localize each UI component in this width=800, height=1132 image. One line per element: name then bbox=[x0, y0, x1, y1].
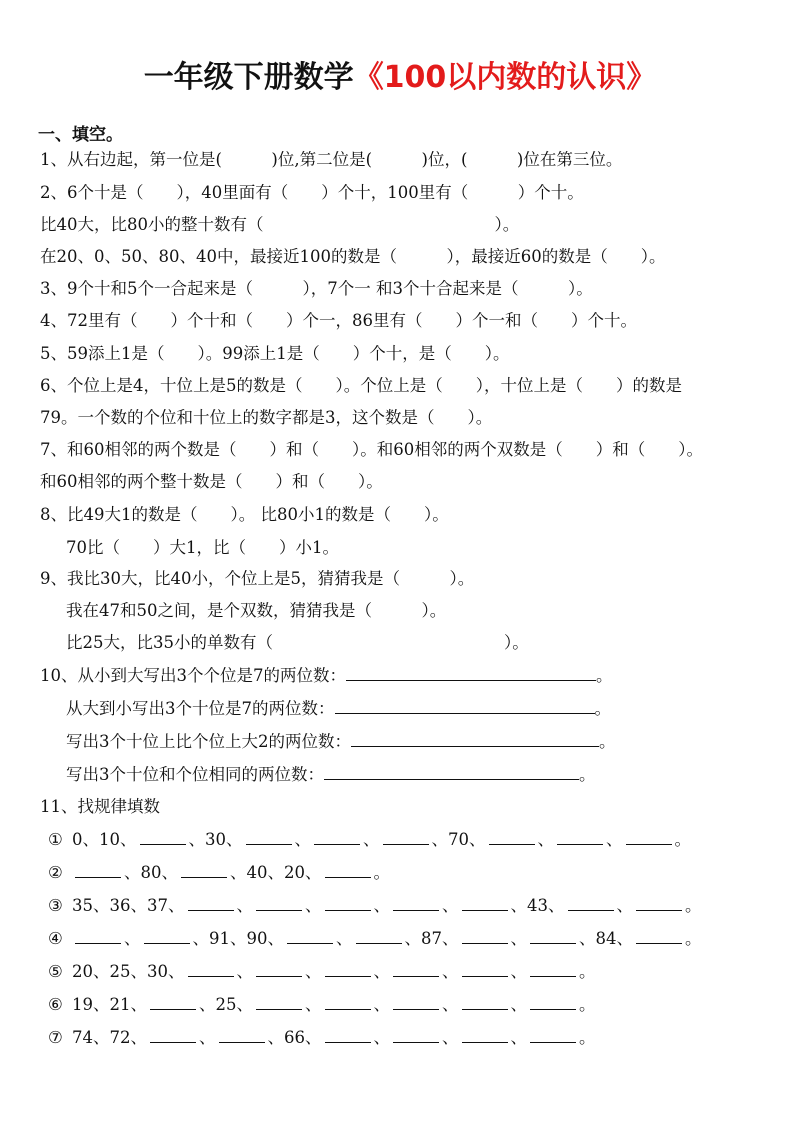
end-mark: 。 bbox=[674, 830, 691, 849]
separator: 、 bbox=[188, 830, 205, 849]
answer-blank[interactable] bbox=[75, 926, 121, 944]
separator: 、 bbox=[226, 830, 243, 849]
separator: 、 bbox=[442, 1028, 459, 1047]
separator: 、 bbox=[305, 995, 322, 1014]
answer-blank[interactable] bbox=[144, 926, 190, 944]
title-black: 一年级下册数学 bbox=[143, 60, 354, 95]
answer-blank[interactable] bbox=[188, 959, 234, 977]
separator: 、 bbox=[168, 962, 185, 981]
question-line: 70比（ ）大1，比（ ）小1。 bbox=[66, 538, 339, 557]
end-mark: 。 bbox=[685, 896, 702, 915]
separator: 、 bbox=[510, 962, 527, 981]
question-line: 6、个位上是4，十位上是5的数是（ ）。个位上是（ ），十位上是（ ）的数是 bbox=[40, 376, 682, 395]
answer-blank[interactable] bbox=[325, 860, 371, 878]
answer-blank[interactable] bbox=[150, 992, 196, 1010]
separator: 、 bbox=[124, 863, 141, 882]
sequence-number: 25 bbox=[109, 962, 131, 981]
separator: 、 bbox=[305, 1028, 322, 1047]
answer-blank[interactable] bbox=[557, 827, 603, 845]
separator: 、 bbox=[305, 863, 322, 882]
question-line: 8、比49大1的数是（ ）。 比80小1的数是（ ）。 bbox=[40, 505, 449, 524]
section-heading: 一、填空。 bbox=[38, 125, 123, 145]
sequence-number: 30 bbox=[205, 830, 226, 849]
sequence-number: 10 bbox=[99, 830, 120, 849]
separator: 、 bbox=[373, 1028, 390, 1047]
answer-blank[interactable] bbox=[188, 893, 234, 911]
page-title bbox=[0, 52, 800, 96]
answer-blank[interactable] bbox=[393, 959, 439, 977]
sequence-marker: ⑥ bbox=[48, 995, 63, 1014]
answer-blank[interactable] bbox=[256, 893, 302, 911]
sequence-marker: ① bbox=[48, 830, 63, 849]
separator: 、 bbox=[130, 896, 147, 915]
separator: 、 bbox=[305, 896, 322, 915]
separator: 、 bbox=[199, 1028, 216, 1047]
separator: 、 bbox=[199, 995, 216, 1014]
answer-blank[interactable] bbox=[393, 992, 439, 1010]
question-line: 5、59添上1是（ ）。99添上1是（ ）个十，是（ ）。 bbox=[40, 344, 510, 363]
answer-blank[interactable] bbox=[256, 959, 302, 977]
sequence-number: 90 bbox=[246, 929, 268, 948]
question-line: 1、从右边起，第一位是( )位,第二位是( )位，( )位在第三位。 bbox=[40, 150, 623, 169]
separator: 、 bbox=[548, 896, 565, 915]
sequence-marker: ⑤ bbox=[48, 962, 63, 981]
separator: 、 bbox=[230, 863, 247, 882]
sequence-number: 25 bbox=[215, 995, 237, 1014]
separator: 、 bbox=[168, 896, 185, 915]
separator: 、 bbox=[236, 896, 253, 915]
answer-blank[interactable] bbox=[636, 926, 682, 944]
separator: 、 bbox=[82, 830, 99, 849]
question-line: 2、6个十是（ ），40里面有（ ）个十，100里有（ ）个十。 bbox=[40, 183, 584, 202]
question-line: 79。一个数的个位和十位上的数字都是3，这个数是（ ）。 bbox=[40, 408, 493, 427]
answer-blank[interactable] bbox=[530, 926, 576, 944]
separator: 、 bbox=[373, 962, 390, 981]
separator: 、 bbox=[510, 929, 527, 948]
answer-blank[interactable] bbox=[325, 893, 371, 911]
q10-line: 10、从小到大写出3个个位是7的两位数： 。 bbox=[40, 663, 613, 689]
separator: 、 bbox=[616, 929, 633, 948]
answer-blank[interactable] bbox=[462, 893, 508, 911]
answer-blank[interactable] bbox=[246, 827, 292, 845]
answer-blank[interactable] bbox=[489, 827, 535, 845]
separator: 、 bbox=[294, 830, 311, 849]
sequence-marker: ③ bbox=[48, 896, 63, 915]
answer-blank[interactable] bbox=[530, 959, 576, 977]
answer-blank[interactable] bbox=[219, 1025, 265, 1043]
separator: 、 bbox=[120, 830, 137, 849]
sequence-number: 80 bbox=[140, 863, 162, 882]
answer-blank[interactable] bbox=[75, 860, 121, 878]
separator: 、 bbox=[124, 929, 141, 948]
sequence-row bbox=[48, 1025, 596, 1051]
separator: 、 bbox=[305, 962, 322, 981]
separator: 、 bbox=[373, 995, 390, 1014]
sequence-number: 87 bbox=[421, 929, 442, 948]
separator: 、 bbox=[236, 962, 253, 981]
sequence-number: 91 bbox=[209, 929, 230, 948]
answer-blank[interactable] bbox=[636, 893, 682, 911]
separator: 、 bbox=[93, 1028, 110, 1047]
sequence-number: 20 bbox=[72, 962, 93, 981]
question-line: 在20、0、50、80、40中，最接近100的数是（ ），最接近60的数是（ ）。 bbox=[40, 247, 666, 266]
separator: 、 bbox=[130, 962, 147, 981]
sequence-number: 43 bbox=[527, 896, 548, 915]
q10-prompt: 10、从小到大写出3个个位是7的两位数： bbox=[40, 666, 346, 685]
answer-blank[interactable] bbox=[314, 827, 360, 845]
answer-blank[interactable] bbox=[462, 1025, 508, 1043]
sequence-number: 30 bbox=[147, 962, 168, 981]
title-red: 《100以内数的认识》 bbox=[353, 60, 657, 95]
answer-blank[interactable] bbox=[346, 663, 596, 681]
separator: 、 bbox=[192, 929, 209, 948]
question-line: 9、我比30大，比40小，个位上是5，猜猜我是（ ）。 bbox=[40, 569, 475, 588]
q10-line: 写出3个十位上比个位上大2的两位数： 。 bbox=[66, 729, 616, 755]
separator: 、 bbox=[469, 830, 486, 849]
separator: 、 bbox=[510, 896, 527, 915]
answer-blank[interactable] bbox=[356, 926, 402, 944]
separator: 、 bbox=[537, 830, 554, 849]
separator: 、 bbox=[267, 929, 284, 948]
sequence-marker: ② bbox=[48, 863, 63, 882]
answer-blank[interactable] bbox=[181, 860, 227, 878]
answer-blank[interactable] bbox=[462, 926, 508, 944]
q10-prompt: 从大到小写出3个十位是7的两位数： bbox=[66, 699, 335, 718]
sequence-marker: ⑦ bbox=[48, 1028, 63, 1047]
answer-blank[interactable] bbox=[287, 926, 333, 944]
question-line: 3、9个十和5个一合起来是（ ），7个一 和3个十合起来是（ ）。 bbox=[40, 279, 593, 298]
separator: 、 bbox=[404, 929, 421, 948]
separator: 、 bbox=[93, 962, 110, 981]
answer-blank[interactable] bbox=[383, 827, 429, 845]
separator: 、 bbox=[510, 995, 527, 1014]
answer-blank[interactable] bbox=[462, 992, 508, 1010]
answer-blank[interactable] bbox=[325, 1025, 371, 1043]
answer-blank[interactable] bbox=[324, 762, 579, 780]
sequence-number: 72 bbox=[109, 1028, 131, 1047]
sequence-number: 0 bbox=[72, 830, 83, 849]
separator: 、 bbox=[93, 896, 110, 915]
separator: 、 bbox=[616, 896, 633, 915]
question-line: 比40大，比80小的整十数有（ ）。 bbox=[40, 215, 520, 234]
sequence-number: 74 bbox=[72, 1028, 93, 1047]
q11-heading: 11、找规律填数 bbox=[40, 797, 160, 816]
sequence-row bbox=[48, 893, 702, 919]
sequence-number: 84 bbox=[595, 929, 617, 948]
sequence-number: 70 bbox=[448, 830, 469, 849]
answer-blank[interactable] bbox=[530, 992, 576, 1010]
sequence-number: 66 bbox=[284, 1028, 305, 1047]
answer-blank[interactable] bbox=[325, 959, 371, 977]
sequence-row bbox=[48, 926, 702, 952]
separator: 、 bbox=[442, 962, 459, 981]
end-mark: 。 bbox=[579, 995, 596, 1014]
separator: 、 bbox=[442, 929, 459, 948]
answer-blank[interactable] bbox=[335, 696, 595, 714]
separator: 、 bbox=[431, 830, 448, 849]
answer-blank[interactable] bbox=[393, 1025, 439, 1043]
end-mark: 。 bbox=[373, 863, 390, 882]
question-line: 我在47和50之间，是个双数，猜猜我是（ ）。 bbox=[66, 601, 447, 620]
separator: 、 bbox=[230, 929, 247, 948]
sequence-number: 20 bbox=[284, 863, 305, 882]
separator: 、 bbox=[606, 830, 623, 849]
separator: 、 bbox=[579, 929, 596, 948]
answer-blank[interactable] bbox=[568, 893, 614, 911]
sequence-number: 40 bbox=[246, 863, 268, 882]
separator: 、 bbox=[130, 1028, 147, 1047]
answer-blank[interactable] bbox=[140, 827, 186, 845]
answer-blank[interactable] bbox=[325, 992, 371, 1010]
sequence-number: 35 bbox=[72, 896, 93, 915]
sequence-marker: ④ bbox=[48, 929, 63, 948]
end-mark: 。 bbox=[579, 962, 596, 981]
sequence-row bbox=[48, 959, 596, 985]
sequence-number: 36 bbox=[109, 896, 131, 915]
answer-blank[interactable] bbox=[150, 1025, 196, 1043]
q10-line: 写出3个十位和个位相同的两位数： 。 bbox=[66, 762, 596, 788]
q10-prompt: 写出3个十位上比个位上大2的两位数： bbox=[66, 732, 351, 751]
separator: 、 bbox=[363, 830, 380, 849]
q10-line: 从大到小写出3个十位是7的两位数： 。 bbox=[66, 696, 611, 722]
sequence-row bbox=[48, 827, 691, 853]
separator: 、 bbox=[236, 995, 253, 1014]
sequence-row bbox=[48, 992, 596, 1018]
question-line: 7、和60相邻的两个数是（ ）和（ ）。和60相邻的两个双数是（ ）和（ ）。 bbox=[40, 440, 703, 459]
answer-blank[interactable] bbox=[626, 827, 672, 845]
answer-blank[interactable] bbox=[351, 729, 599, 747]
sequence-number: 37 bbox=[147, 896, 168, 915]
sequence-number: 21 bbox=[109, 995, 131, 1014]
question-line: 4、72里有（ ）个十和（ ）个一，86里有（ ）个一和（ ）个十。 bbox=[40, 311, 637, 330]
separator: 、 bbox=[130, 995, 147, 1014]
separator: 、 bbox=[442, 896, 459, 915]
separator: 、 bbox=[336, 929, 353, 948]
separator: 、 bbox=[93, 995, 110, 1014]
sequence-number: 19 bbox=[72, 995, 93, 1014]
answer-blank[interactable] bbox=[462, 959, 508, 977]
q10-prompt: 写出3个十位和个位相同的两位数： bbox=[66, 765, 324, 784]
sequence-row bbox=[48, 860, 390, 886]
separator: 、 bbox=[267, 1028, 284, 1047]
separator: 、 bbox=[161, 863, 178, 882]
end-mark: 。 bbox=[685, 929, 702, 948]
separator: 、 bbox=[510, 1028, 527, 1047]
answer-blank[interactable] bbox=[530, 1025, 576, 1043]
separator: 、 bbox=[267, 863, 284, 882]
question-line: 比25大，比35小的单数有（ ）。 bbox=[66, 633, 529, 652]
question-line: 和60相邻的两个整十数是（ ）和（ ）。 bbox=[40, 472, 383, 491]
answer-blank[interactable] bbox=[393, 893, 439, 911]
end-mark: 。 bbox=[579, 1028, 596, 1047]
answer-blank[interactable] bbox=[256, 992, 302, 1010]
separator: 、 bbox=[373, 896, 390, 915]
separator: 、 bbox=[442, 995, 459, 1014]
